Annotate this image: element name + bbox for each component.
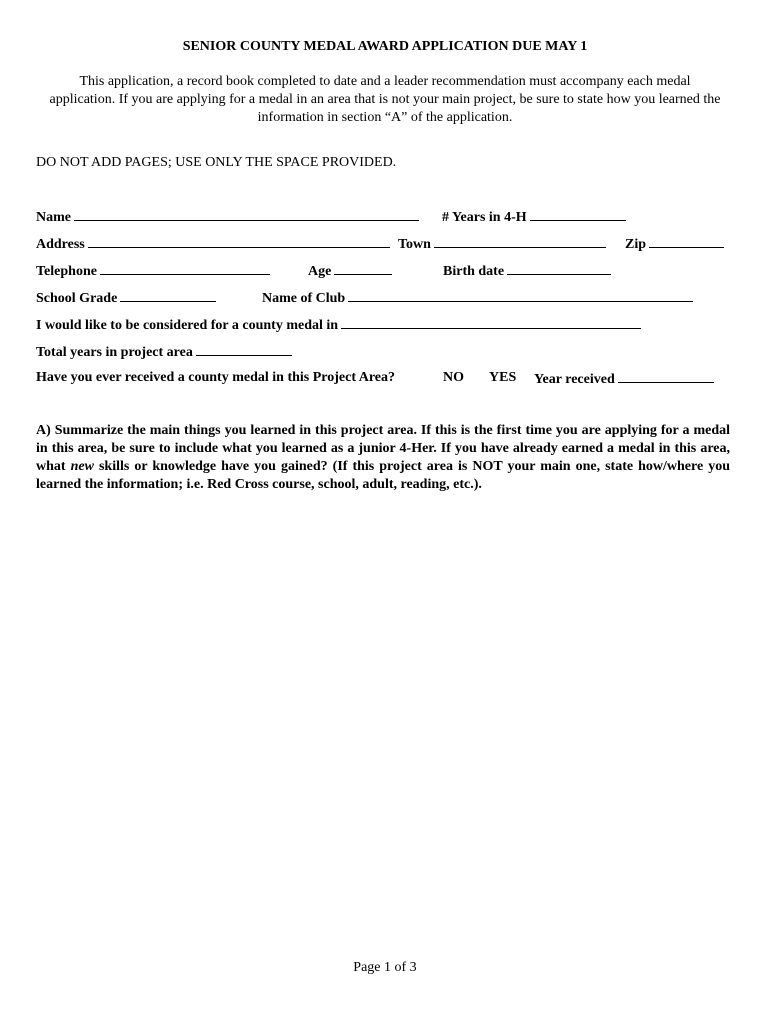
name-field bbox=[36, 207, 419, 227]
telephone-input[interactable] bbox=[100, 261, 270, 275]
intro-paragraph: This application, a record book completed to date and a leader recommendation must accompany each medal application. If you are applying for a medal in an area that is not your main project, be sure to state how you learned the information in section “A” of the application. bbox=[49, 74, 721, 125]
age-field bbox=[308, 261, 392, 281]
page-title: SENIOR COUNTY MEDAL AWARD APPLICATION DUE MAY 1 bbox=[182, 39, 588, 54]
town-field bbox=[398, 234, 606, 254]
school-grade-label: School Grade bbox=[36, 291, 118, 306]
telephone-label: Telephone bbox=[36, 264, 97, 279]
zip-input[interactable] bbox=[649, 234, 724, 248]
total-years-input[interactable] bbox=[196, 342, 292, 356]
town-label: Town bbox=[398, 237, 431, 252]
club-name-label: Name of Club bbox=[262, 291, 346, 306]
name-label: Name bbox=[36, 210, 71, 225]
name-input[interactable] bbox=[74, 207, 419, 221]
telephone-field bbox=[36, 261, 270, 281]
years-in-4h-field bbox=[442, 207, 626, 227]
club-name-field bbox=[262, 288, 693, 308]
medal-area-input[interactable] bbox=[341, 315, 641, 329]
years-in-4h-label: # Years in 4-H bbox=[442, 210, 527, 225]
yes-option[interactable]: YES bbox=[489, 370, 517, 385]
medal-area-field bbox=[36, 315, 641, 335]
zip-field bbox=[625, 234, 724, 254]
school-grade-field bbox=[36, 288, 216, 308]
total-years-field bbox=[36, 342, 292, 362]
town-input[interactable] bbox=[434, 234, 606, 248]
year-received-field bbox=[534, 369, 714, 389]
no-option[interactable]: NO bbox=[443, 370, 464, 385]
address-label: Address bbox=[36, 237, 85, 252]
year-received-label: Year received bbox=[534, 372, 615, 387]
club-name-input[interactable] bbox=[348, 288, 693, 302]
year-received-input[interactable] bbox=[618, 369, 714, 383]
school-grade-input[interactable] bbox=[120, 288, 216, 302]
address-input[interactable] bbox=[88, 234, 390, 248]
birth-date-field bbox=[443, 261, 611, 281]
age-input[interactable] bbox=[334, 261, 392, 275]
age-label: Age bbox=[308, 264, 332, 279]
total-years-label: Total years in project area bbox=[36, 345, 193, 360]
section-a-text-2: skills or knowledge have you gained? (If this project area is NOT your main one, state how/where you learned the information; i.e. Red Cross course, school, adult, reading, etc.). bbox=[36, 459, 730, 492]
received-question-label: Have you ever received a county medal in this Project Area? bbox=[36, 370, 396, 385]
section-a-instructions bbox=[36, 422, 730, 494]
medal-area-label: I would like to be considered for a county medal in bbox=[36, 318, 339, 333]
address-field bbox=[36, 234, 390, 254]
years-in-4h-input[interactable] bbox=[530, 207, 626, 221]
section-a-text-1: A) Summarize the main things you learned in this project area. If this is the first time you are applying for a medal in this area, be sure to include what you learned as a junior 4-Her. If you have already earned a medal in this area, what bbox=[36, 423, 730, 474]
page-limit-notice: DO NOT ADD PAGES; USE ONLY THE SPACE PROVIDED. bbox=[36, 155, 397, 170]
birth-date-input[interactable] bbox=[507, 261, 611, 275]
birth-date-label: Birth date bbox=[443, 264, 505, 279]
section-a-emphasis: new bbox=[70, 459, 94, 474]
page-number: Page 1 of 3 bbox=[353, 960, 417, 975]
zip-label: Zip bbox=[625, 237, 647, 252]
